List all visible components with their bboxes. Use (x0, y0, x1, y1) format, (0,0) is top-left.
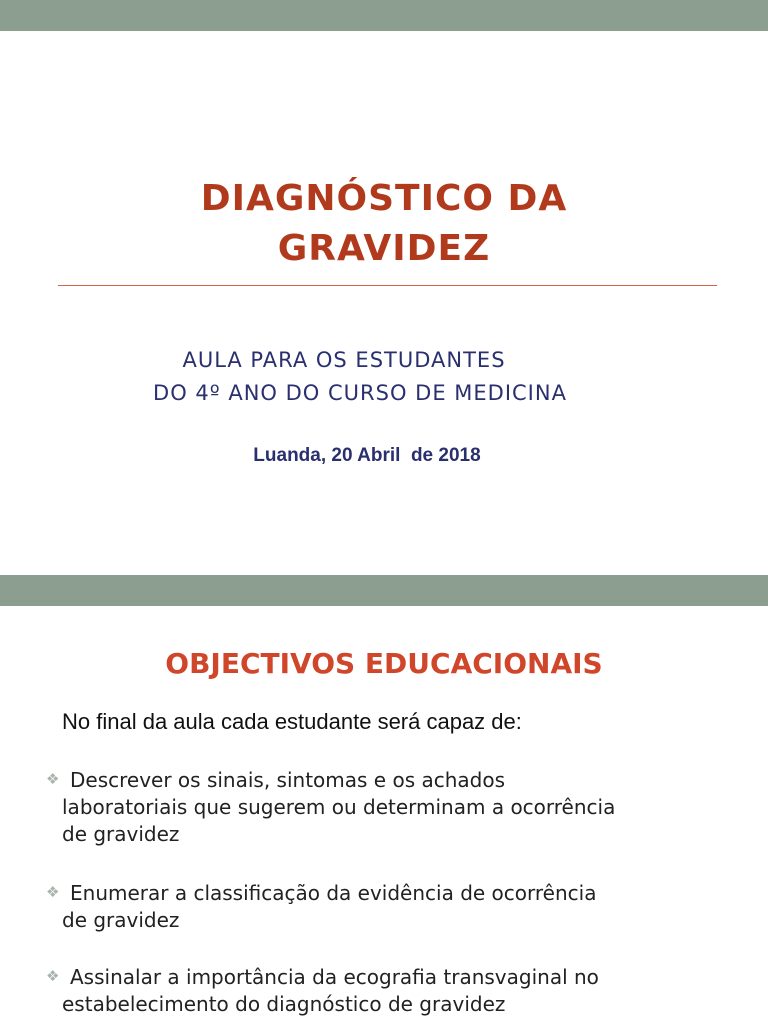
diamond-bullet-icon: ❖ (46, 770, 60, 788)
objective-line: de gravidez (62, 908, 180, 932)
subtitle-line-1: AULA PARA OS ESTUDANTES (182, 348, 506, 372)
slide-top-band (0, 0, 768, 31)
objective-line: de gravidez (62, 822, 180, 846)
objective-item (46, 963, 736, 1018)
slide-title-line-2: GRAVIDEZ (277, 228, 491, 269)
objectives-intro: No final da aula cada estudante será capaz de: (62, 709, 522, 734)
slide-title (0, 174, 768, 274)
objective-line: estabelecimento do diagnóstico de gravidez (62, 992, 506, 1016)
subtitle-line-2: DO 4º ANO DO CURSO DE MEDICINA (153, 381, 567, 405)
objective-item (46, 879, 736, 934)
diamond-bullet-icon: ❖ (46, 883, 60, 901)
title-divider (58, 285, 717, 286)
objective-item (46, 766, 736, 848)
objective-line: Enumerar a classificação da evidência de ocorrência (70, 881, 597, 905)
objective-line: Descrever os sinais, sintomas e os achados (70, 768, 505, 792)
date-location: Luanda, 20 Abril de 2018 (253, 445, 481, 466)
objectives-heading: OBJECTIVOS EDUCACIONAIS (165, 647, 603, 680)
diamond-bullet-icon: ❖ (46, 967, 60, 985)
slide-separator-band (0, 575, 768, 606)
objective-line: laboratoriais que sugerem ou determinam a ocorrência (62, 795, 616, 819)
objective-line: Assinalar a importância da ecografia transvaginal no (70, 965, 599, 989)
slide-title-line-1: DIAGNÓSTICO DA (200, 178, 568, 219)
